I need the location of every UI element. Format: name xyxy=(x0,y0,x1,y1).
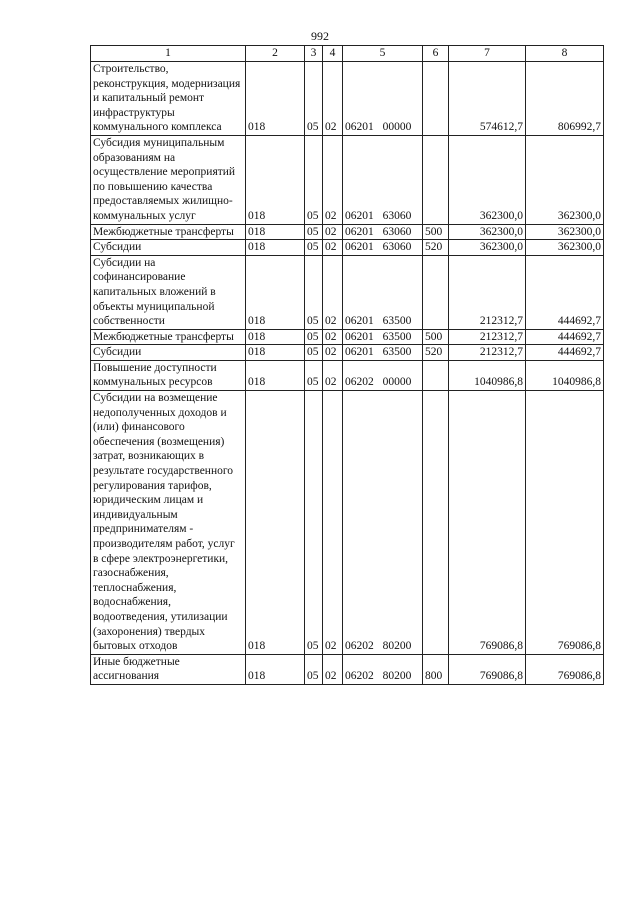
amount-1: 1040986,8 xyxy=(449,360,526,390)
target-code: 06201 63500 xyxy=(343,345,423,361)
table-row xyxy=(91,654,604,684)
expense-type-code: 500 xyxy=(423,329,449,345)
row-name: Межбюджетные трансферты xyxy=(91,224,246,240)
subsection-code: 02 xyxy=(323,345,343,361)
subsection-code: 02 xyxy=(323,240,343,256)
amount-1: 212312,7 xyxy=(449,345,526,361)
row-name: Межбюджетные трансферты xyxy=(91,329,246,345)
amount-2: 362300,0 xyxy=(526,240,604,256)
target-code: 06201 63060 xyxy=(343,135,423,224)
amount-1: 362300,0 xyxy=(449,240,526,256)
expense-type-code xyxy=(423,255,449,329)
ministry-code: 018 xyxy=(246,255,305,329)
table-row xyxy=(91,255,604,329)
subsection-code: 02 xyxy=(323,654,343,684)
target-code: 06202 80200 xyxy=(343,391,423,655)
expense-type-code: 800 xyxy=(423,654,449,684)
subsection-code: 02 xyxy=(323,329,343,345)
expense-type-code xyxy=(423,360,449,390)
amount-2: 362300,0 xyxy=(526,224,604,240)
column-header: 7 xyxy=(449,46,526,62)
amount-2: 362300,0 xyxy=(526,135,604,224)
expense-type-code: 500 xyxy=(423,224,449,240)
section-code: 05 xyxy=(305,329,323,345)
section-code: 05 xyxy=(305,224,323,240)
row-name: Строительство, реконструкция, модернизация и капитальный ремонт инфраструктуры коммунального комплекса xyxy=(91,62,246,136)
amount-2: 444692,7 xyxy=(526,329,604,345)
row-name: Субсидия муниципальным образованиям на осуществление мероприятий по повышению качества предоставляемых жилищно-коммунальных услуг xyxy=(91,135,246,224)
expense-type-code: 520 xyxy=(423,345,449,361)
section-code: 05 xyxy=(305,240,323,256)
section-code: 05 xyxy=(305,135,323,224)
subsection-code: 02 xyxy=(323,391,343,655)
ministry-code: 018 xyxy=(246,654,305,684)
amount-1: 212312,7 xyxy=(449,255,526,329)
amount-1: 769086,8 xyxy=(449,391,526,655)
column-header: 2 xyxy=(246,46,305,62)
page-number: 992 xyxy=(311,29,329,43)
amount-1: 212312,7 xyxy=(449,329,526,345)
column-header: 6 xyxy=(423,46,449,62)
table-row xyxy=(91,329,604,345)
ministry-code: 018 xyxy=(246,391,305,655)
expense-type-code xyxy=(423,391,449,655)
expense-type-code: 520 xyxy=(423,240,449,256)
target-code: 06201 63500 xyxy=(343,255,423,329)
table-row xyxy=(91,135,604,224)
column-header: 8 xyxy=(526,46,604,62)
ministry-code: 018 xyxy=(246,240,305,256)
ministry-code: 018 xyxy=(246,62,305,136)
amount-1: 574612,7 xyxy=(449,62,526,136)
ministry-code: 018 xyxy=(246,224,305,240)
row-name: Субсидии xyxy=(91,345,246,361)
subsection-code: 02 xyxy=(323,224,343,240)
section-code: 05 xyxy=(305,345,323,361)
expense-type-code xyxy=(423,62,449,136)
row-name: Субсидии на софинансирование капитальных вложений в объекты муниципальной собственности xyxy=(91,255,246,329)
section-code: 05 xyxy=(305,391,323,655)
table-row xyxy=(91,224,604,240)
amount-2: 1040986,8 xyxy=(526,360,604,390)
table-row xyxy=(91,62,604,136)
row-name: Субсидии xyxy=(91,240,246,256)
amount-1: 769086,8 xyxy=(449,654,526,684)
target-code: 06201 63500 xyxy=(343,329,423,345)
amount-2: 769086,8 xyxy=(526,391,604,655)
budget-table xyxy=(90,45,604,685)
column-header: 5 xyxy=(343,46,423,62)
subsection-code: 02 xyxy=(323,255,343,329)
target-code: 06201 00000 xyxy=(343,62,423,136)
column-number-row xyxy=(91,46,604,62)
ministry-code: 018 xyxy=(246,360,305,390)
row-name: Повышение доступности коммунальных ресурсов xyxy=(91,360,246,390)
ministry-code: 018 xyxy=(246,135,305,224)
amount-2: 769086,8 xyxy=(526,654,604,684)
row-name: Иные бюджетные ассигнования xyxy=(91,654,246,684)
subsection-code: 02 xyxy=(323,62,343,136)
target-code: 06202 00000 xyxy=(343,360,423,390)
column-header: 1 xyxy=(91,46,246,62)
section-code: 05 xyxy=(305,62,323,136)
column-header: 3 xyxy=(305,46,323,62)
table-row xyxy=(91,240,604,256)
section-code: 05 xyxy=(305,654,323,684)
subsection-code: 02 xyxy=(323,135,343,224)
amount-2: 444692,7 xyxy=(526,255,604,329)
amount-2: 444692,7 xyxy=(526,345,604,361)
column-header: 4 xyxy=(323,46,343,62)
table-row xyxy=(91,360,604,390)
table-row xyxy=(91,391,604,655)
target-code: 06201 63060 xyxy=(343,240,423,256)
ministry-code: 018 xyxy=(246,329,305,345)
amount-1: 362300,0 xyxy=(449,224,526,240)
row-name: Субсидии на возмещение недополученных доходов и (или) финансового обеспечения (возмещения) затрат, возникающих в результате государственного регулирования тарифов, юридическим лицам и индивидуальным предпринимателям - производителям работ, услуг в сфере электроэнергетики, газоснабжения, теплоснабжения, водоснабжения, водоотведения, утилизации (захоронения) твердых бытовых отходов xyxy=(91,391,246,655)
target-code: 06201 63060 xyxy=(343,224,423,240)
section-code: 05 xyxy=(305,360,323,390)
amount-1: 362300,0 xyxy=(449,135,526,224)
expense-type-code xyxy=(423,135,449,224)
amount-2: 806992,7 xyxy=(526,62,604,136)
target-code: 06202 80200 xyxy=(343,654,423,684)
table-row xyxy=(91,345,604,361)
subsection-code: 02 xyxy=(323,360,343,390)
ministry-code: 018 xyxy=(246,345,305,361)
section-code: 05 xyxy=(305,255,323,329)
